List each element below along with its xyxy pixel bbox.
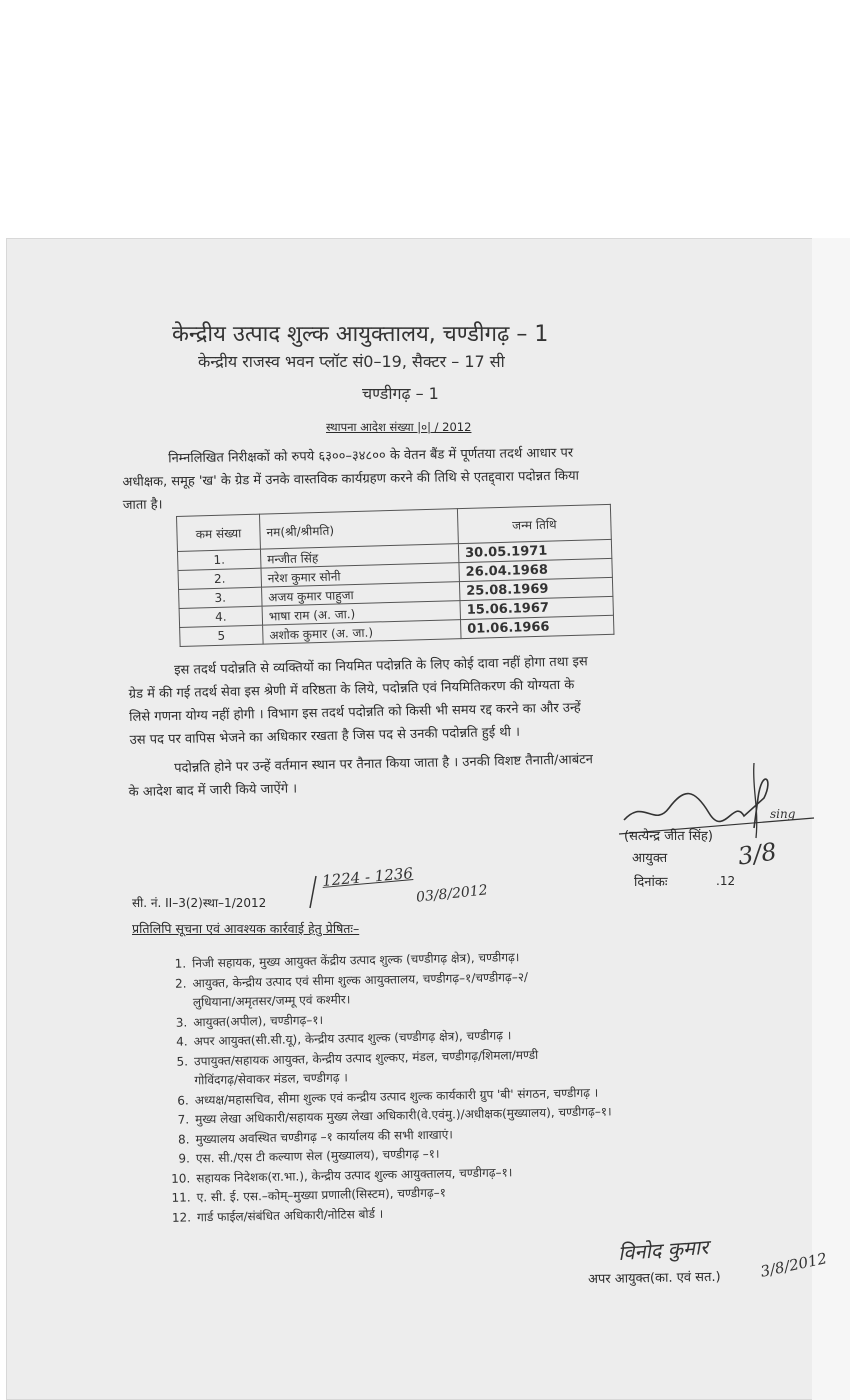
list-text: मुख्य लेखा अधिकारी/सहायक मुख्य लेखा अधिकारी(वे.एवंमु.)/अधीक्षक(मुख्यालय), चण्डीगढ़–१। [195,1104,612,1127]
office-address: केन्द्रीय राजस्व भवन प्लॉट सं0–19, सैक्टर – 17 सी [198,352,505,371]
copy-list [160,946,614,1228]
list-text: ए. सी. ई. एस.–कोम्–मुख्या प्रणाली(सिस्टम), चण्डीगढ़–१ [196,1185,447,1205]
list-text: आयुक्त, केन्द्रीय उत्पाद एवं सीमा शुल्क आयुक्तालय, चण्डीगढ़–१/चण्डीगढ़–२/ [192,969,529,990]
list-text: अपर आयुक्त(सी.सी.यू), केन्द्रीय उत्पाद शुल्क (चण्डीगढ़ क्षेत्र), चण्डीगढ़ । [193,1028,512,1049]
posting-paragraph [128,749,594,804]
copy-heading: प्रतिलिपि सूचना एवं आवश्यक कार्रवाई हेतु प्रेषितः– [132,921,360,936]
conditions-line: ग्रेड में की गई तदर्थ सेवा इस श्रेणी में वरिष्ठता के लिये, पदोन्नति एवं नियमितिकरण की योग्यता के [128,677,575,702]
additional-commissioner-signature: विनोद कुमार [617,1234,710,1266]
dispatch-range: 1224 - 1236 [321,864,414,890]
name-cell: अजय कुमार पाहुजा [262,582,460,607]
list-number: 9. [178,1151,191,1166]
column-header-name: नम(श्री/श्रीमति) [259,509,458,550]
office-title: केन्द्रीय उत्पाद शुल्क आयुक्तालय, चण्डीगढ़ – 1 [172,322,549,347]
dispatch-date: 03/8/2012 [415,882,489,906]
dob-cell: 25.08.1969 [459,577,612,600]
intro-line: निम्नलिखित निरीक्षकों को रुपये ६३००–३४८०० के वेतन बैंड में पूर्णतया तदर्थ आधार पर [168,445,574,467]
conditions-line: उस पद पर वापिस भेजने का अधिकार रखता है जिस पद से उनकी पदोन्नति हुई थी । [129,724,521,748]
list-number: 10. [171,1170,191,1186]
signature-date: 3/8/2012 [758,1249,829,1281]
dob-cell: 30.05.1971 [458,539,611,562]
list-number: 4. [176,1034,188,1049]
serial-cell: 3. [179,587,262,608]
file-number: सी. नं. II–3(2)स्था–1/2012 [132,896,267,910]
list-text: अध्यक्ष/महासचिव, सीमा शुल्क एवं कन्द्रीय उत्पाद शुल्क कार्यकारी ग्रुप 'बी' संगठन, चण्डीगढ़ । [194,1085,599,1107]
list-text: मुख्यालय अवस्थित चण्डीगढ़ –१ कार्यालय की सभी शाखाएं। [195,1126,454,1146]
dob-cell: 01.06.1966 [461,615,614,638]
list-text: गोविंदगढ़/सेवाकर मंडल, चण्डीगढ़ । [194,1070,349,1088]
dob-cell: 15.06.1967 [460,596,613,619]
list-number: 6. [177,1092,189,1108]
signatory-designation: आयुक्त [632,851,668,866]
serial-cell: 4. [179,606,262,627]
list-text: एस. सी./एस टी कल्याण सेल (मुख्यालय), चण्डीगढ़ –१। [195,1146,440,1166]
list-number: 11. [171,1190,191,1205]
list-number: 12. [171,1209,192,1225]
list-text: निजी सहायक, मुख्य आयुक्त केंद्रीय उत्पाद शुल्क (चण्डीगढ़ क्षेत्र), चण्डीगढ़। [192,950,520,971]
column-header-serial: कम संख्या [177,514,261,551]
list-text: गार्ड फाईल/संबंधित अधिकारी/नोटिस बोर्ड । [196,1206,384,1224]
dob-cell: 26.04.1968 [459,558,612,581]
promotion-table [176,504,614,647]
conditions-line: लिसे गणना योग्य नहीं होगी । विभाग इस तदर्थ पदोन्नति को किसी भी समय रद्द करने का और उन्हें [129,700,581,725]
order-title: स्थापना आदेश संख्या |०| / 2012 [326,420,472,434]
list-text: लुधियाना/अमृतसर/जम्मू एवं कश्मीर। [192,992,351,1010]
posting-line: के आदेश बाद में जारी किये जाऐंगे । [128,781,298,800]
name-cell: नरेश कुमार सोनी [261,563,459,588]
serial-cell: 2. [178,568,261,589]
list-number: 7. [177,1112,190,1127]
name-cell: भाषा राम (अ. जा.) [262,601,460,626]
list-number: 3. [175,1014,188,1030]
signatory-name: (सत्येन्द्र जीत सिंह) [624,829,713,844]
office-city: चण्डीगढ़ – 1 [362,384,439,403]
intro-line: अधीक्षक, समूह 'ख' के ग्रेड में उनके वास्तविक कार्यग्रहण करने की तिथि से एतद्द्वारा पदोन्नत किया [122,468,580,490]
signatory-date-value: .12 [716,874,736,888]
list-number: 2. [174,975,187,991]
additional-commissioner-designation: अपर आयुक्त(का. एवं सत.) [587,1269,721,1288]
dispatch-bracket [306,874,320,910]
conditions-line: इस तदर्थ पदोन्नति से व्यक्तियों का नियमित पदोन्नति के लिए कोई दावा नहीं होगा तथा इस [174,654,588,679]
handwritten-date: 3/8 [736,837,779,871]
serial-cell: 1. [177,549,260,570]
list-text: आयुक्त(अपील), चण्डीगढ़–१। [193,1012,324,1029]
column-header-dob: जन्म तिथि [457,504,611,543]
name-cell: अशोक कुमार (अ. जा.) [263,620,461,645]
signatory-date-label: दिनांकः [634,875,668,890]
list-text: उपायुक्त/सहायक आयुक्त, केन्द्रीय उत्पाद शुल्कए, मंडल, चण्डीगढ़/शिमला/मण्डी [193,1047,539,1068]
list-text: सहायक निदेशक(रा.भा.), केन्द्रीय उत्पाद शुल्क आयुक्तालय, चण्डीगढ़–१। [196,1164,513,1185]
posting-line: पदोन्नति होने पर उन्हें वर्तमान स्थान पर तैनात किया जाता है । उनकी विशष्ट तैनाती/आबंटन [174,752,594,777]
svg-text:sing: sing [770,807,796,821]
list-number: 8. [177,1131,190,1147]
list-number: 5. [176,1053,189,1069]
serial-cell: 5 [180,625,263,646]
name-cell: मन्जीत सिंह [260,544,458,569]
intro-line: जाता है। [122,497,163,513]
list-number: 1. [174,956,187,971]
conditions-paragraph [128,651,588,752]
